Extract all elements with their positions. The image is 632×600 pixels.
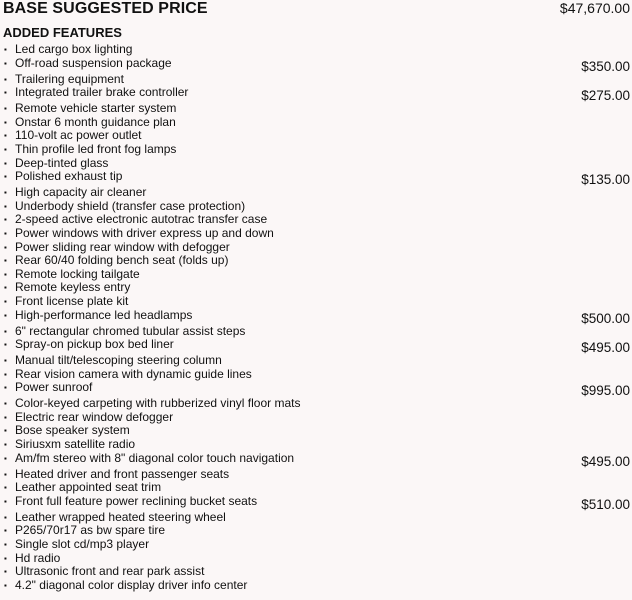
feature-item [4,268,630,282]
feature-item [4,57,630,73]
feature-item [4,281,630,295]
feature-name: 2-speed active electronic autotrac transfer case [15,212,268,227]
feature-item [4,309,630,325]
base-price-label: BASE SUGGESTED PRICE [3,0,208,17]
bullet-icon: ▪ [4,383,7,393]
bullet-icon: ▪ [4,310,7,320]
feature-name: Remote vehicle starter system [15,101,177,116]
feature-name: Am/fm stereo with 8" diagonal color touch navigation [15,450,295,465]
feature-name: Polished exhaust tip [15,169,123,184]
feature-item [4,381,630,397]
feature-item [4,43,630,57]
feature-item [4,73,630,87]
bullet-icon: ▪ [4,58,7,68]
feature-item [4,452,630,468]
feature-name: Bose speaker system [15,423,130,438]
feature-price: $510.00 [581,496,630,512]
bullet-icon: ▪ [4,88,7,98]
bullet-icon: ▪ [4,242,7,252]
feature-item [4,424,630,438]
feature-name: 6" rectangular chromed tubular assist steps [15,323,246,338]
bullet-icon: ▪ [4,340,7,350]
bullet-icon: ▪ [4,512,7,522]
feature-item [4,186,630,200]
feature-item [4,468,630,482]
feature-item [4,411,630,425]
feature-price: $495.00 [581,453,630,469]
feature-item [4,227,630,241]
feature-item [4,157,630,171]
bullet-icon: ▪ [4,228,7,238]
feature-item [4,368,630,382]
feature-item [4,143,630,157]
feature-name: Front full feature power reclining bucket seats [15,493,258,508]
bullet-icon: ▪ [4,399,7,409]
feature-name: Power sliding rear window with defogger [15,239,230,254]
bullet-icon: ▪ [4,74,7,84]
feature-item [4,325,630,339]
feature-name: Led cargo box lighting [15,42,133,56]
feature-item [4,511,630,525]
feature-item [4,481,630,495]
feature-name: Integrated trailer brake controller [15,85,189,100]
bullet-icon: ▪ [4,526,7,536]
feature-name: Spray-on pickup box bed liner [15,337,174,352]
feature-item [4,565,630,579]
feature-item [4,116,630,130]
bullet-icon: ▪ [4,553,7,563]
feature-price: $500.00 [581,310,630,326]
bullet-icon: ▪ [4,580,7,590]
bullet-icon: ▪ [4,45,7,54]
bullet-icon: ▪ [4,326,7,336]
feature-price: $135.00 [581,172,630,188]
bullet-icon: ▪ [4,483,7,493]
feature-item [4,254,630,268]
feature-name: P265/70r17 as bw spare tire [15,523,166,538]
feature-item [4,538,630,552]
feature-item [4,295,630,309]
feature-name: High-performance led headlamps [15,307,193,322]
feature-name: Rear 60/40 folding bench seat (folds up) [15,253,229,268]
bullet-icon: ▪ [4,158,7,168]
bullet-icon: ▪ [4,131,7,141]
base-price-row [3,0,630,18]
feature-name: Deep-tinted glass [15,155,109,170]
feature-name: Power windows with driver express up and down [15,225,274,240]
bullet-icon: ▪ [4,496,7,506]
feature-name: Remote keyless entry [15,280,131,295]
added-features-heading: ADDED FEATURES [3,25,122,40]
feature-name: Single slot cd/mp3 player [15,537,150,552]
feature-name: Leather wrapped heated steering wheel [15,509,226,524]
feature-name: Ultrasonic front and rear park assist [15,564,205,579]
bullet-icon: ▪ [4,283,7,293]
feature-name: Electric rear window defogger [15,409,174,424]
bullet-icon: ▪ [4,215,7,225]
feature-item [4,552,630,566]
bullet-icon: ▪ [4,172,7,182]
bullet-icon: ▪ [4,201,7,211]
feature-name: Front license plate kit [15,293,129,308]
bullet-icon: ▪ [4,469,7,479]
feature-name: Underbody shield (transfer case protection) [15,198,246,213]
feature-name: Leather appointed seat trim [15,480,162,495]
bullet-icon: ▪ [4,540,7,550]
feature-item [4,170,630,186]
bullet-icon: ▪ [4,188,7,198]
feature-item [4,200,630,214]
feature-price: $275.00 [581,88,630,104]
feature-item [4,397,630,411]
feature-price: $995.00 [581,383,630,399]
feature-name: Trailering equipment [15,71,124,86]
bullet-icon: ▪ [4,144,7,154]
feature-name: Manual tilt/telescoping steering column [15,353,222,368]
feature-item [4,241,630,255]
feature-item [4,438,630,452]
bullet-icon: ▪ [4,356,7,366]
bullet-icon: ▪ [4,453,7,463]
bullet-icon: ▪ [4,296,7,306]
bullet-icon: ▪ [4,440,7,450]
feature-item [4,102,630,116]
feature-name: 110-volt ac power outlet [15,128,142,143]
feature-name: 4.2" diagonal color display driver info center [15,577,248,592]
feature-item [4,524,630,538]
bullet-icon: ▪ [4,117,7,127]
feature-item [4,129,630,143]
feature-name: Siriusxm satellite radio [15,437,136,452]
bullet-icon: ▪ [4,256,7,266]
feature-name: Hd radio [15,550,61,565]
feature-name: High capacity air cleaner [15,185,147,200]
feature-price: $350.00 [581,58,630,74]
feature-name: Remote locking tailgate [15,266,140,281]
feature-name: Color-keyed carpeting with rubberized vinyl floor mats [15,396,301,411]
feature-name: Rear vision camera with dynamic guide lines [15,366,252,381]
feature-item [4,495,630,511]
feature-item [4,213,630,227]
feature-name: Onstar 6 month guidance plan [15,114,176,129]
feature-price: $495.00 [581,340,630,356]
feature-item [4,354,630,368]
bullet-icon: ▪ [4,369,7,379]
bullet-icon: ▪ [4,412,7,422]
feature-item [4,579,630,593]
feature-name: Power sunroof [15,380,93,395]
bullet-icon: ▪ [4,269,7,279]
feature-item [4,338,630,354]
bullet-icon: ▪ [4,104,7,114]
bullet-icon: ▪ [4,567,7,577]
feature-name: Heated driver and front passenger seats [15,466,230,481]
bullet-icon: ▪ [4,426,7,436]
added-features-list [4,43,630,592]
feature-name: Off-road suspension package [15,55,172,70]
feature-item [4,86,630,102]
feature-name: Thin profile led front fog lamps [15,141,177,156]
base-price-value: $47,670.00 [559,0,630,16]
